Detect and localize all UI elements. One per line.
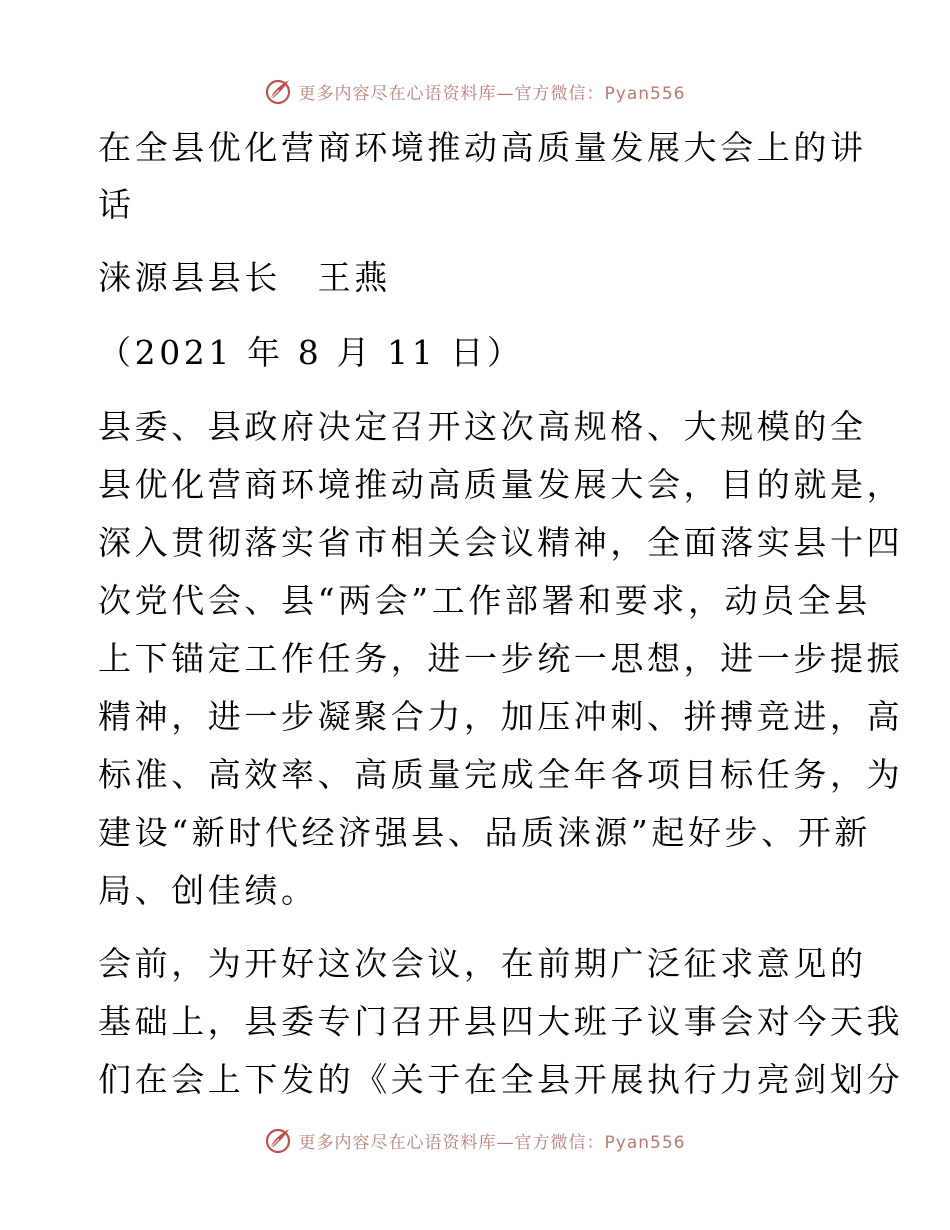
paragraph-1-line-4: 次党代会、县“两会”工作部署和要求，动员全县 — [98, 581, 871, 620]
paragraph-1-line-8: 建设“新时代经济强县、品质涞源”起好步、开新 — [98, 813, 871, 852]
paragraph-1-line-3: 深入贯彻落实省市相关会议精神，全面落实县十四 — [98, 523, 904, 562]
paragraph-1-line-1: 县委、县政府决定召开这次高规格、大规模的全 — [98, 407, 867, 446]
watermark-text: 更多内容尽在心语资料库—官方微信：Pyan556 — [298, 1132, 686, 1153]
paragraph-1-line-5: 上下锚定工作任务，进一步统一思想，进一步提振 — [98, 639, 904, 678]
document-date: （2021 年 8 月 11 日） — [98, 333, 524, 372]
watermark-footer — [0, 1120, 950, 1160]
watermark-header — [0, 71, 950, 111]
quill-logo-icon — [265, 77, 293, 105]
watermark-text: 更多内容尽在心语资料库—官方微信：Pyan556 — [298, 83, 686, 104]
paragraph-2-line-3: 们在会上下发的《关于在全县开展执行力亮剑划分 — [98, 1060, 904, 1099]
document-title-line-2: 话 — [98, 185, 135, 224]
paragraph-1-line-9: 局、创佳绩。 — [98, 871, 318, 910]
paragraph-1-line-6: 精神，进一步凝聚合力，加压冲刺、拼搏竞进，高 — [98, 697, 904, 736]
paragraph-2-line-1: 会前，为开好这次会议，在前期广泛征求意见的 — [98, 944, 867, 983]
document-title-line-1: 在全县优化营商环境推动高质量发展大会上的讲 — [98, 128, 867, 167]
paragraph-2-line-2: 基础上，县委专门召开县四大班子议事会对今天我 — [98, 1002, 904, 1041]
quill-logo-icon — [265, 1126, 293, 1154]
paragraph-1-line-2: 县优化营商环境推动高质量发展大会，目的就是， — [98, 465, 904, 504]
paragraph-1-line-7: 标准、高效率、高质量完成全年各项目标任务，为 — [98, 755, 904, 794]
document-author: 涞源县县长 王燕 — [98, 258, 391, 297]
